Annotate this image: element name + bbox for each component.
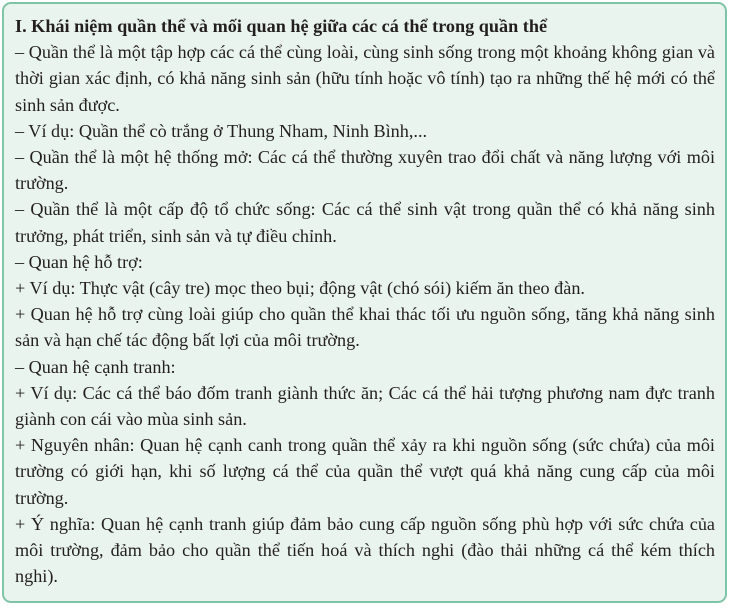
summary-box [2, 2, 727, 603]
paragraph-open-system: – Quần thể là một hệ thống mở: Các cá thể thường xuyên trao đổi chất và năng lượng với môi trường. [15, 147, 715, 194]
section-heading: I. Khái niệm quần thể và mối quan hệ giữa các cá thể trong quần thể [15, 16, 548, 36]
paragraph-competition-meaning: + Ý nghĩa: Quan hệ cạnh tranh giúp đảm bảo cung cấp nguồn sống phù hợp với sức chứa của môi trường, đảm bảo cho quần thể tiến hoá và thích nghi (đào thải những cá thể kém thích nghi). [15, 513, 715, 587]
paragraph-support-relation: – Quan hệ hỗ trợ: [15, 251, 143, 272]
paragraph-population-example: – Ví dụ: Quần thể cò trắng ở Thung Nham, Ninh Bình,... [15, 120, 428, 141]
paragraph-support-benefit: + Quan hệ hỗ trợ cùng loài giúp cho quần thể khai thác tối ưu nguồn sống, tăng khả năng sinh sản và hạn chế tác động bất lợi của môi trường. [15, 304, 715, 351]
paragraph-competition-cause: + Nguyên nhân: Quan hệ cạnh canh trong quần thể xảy ra khi nguồn sống (sức chứa) của môi trường có giới hạn, khi số lượng cá thể của quần thể vượt quá khả năng cung cấp của môi trường. [15, 435, 715, 508]
paragraph-competition-relation: – Quan hệ cạnh tranh: [15, 356, 176, 377]
paragraph-support-example: + Ví dụ: Thực vật (cây tre) mọc theo bụi; động vật (chó sói) kiếm ăn theo đàn. [15, 278, 585, 299]
paragraph-organization-level: – Quần thể là một cấp độ tổ chức sống: Các cá thể sinh vật trong quần thể có khả năng sinh trưởng, phát triển, sinh sản và tự điều chỉnh. [15, 199, 715, 246]
paragraph-population-definition: – Quần thể là một tập hợp các cá thể cùng loài, cùng sinh sống trong một khoảng không gian và thời gian xác định, có khả năng sinh sản (hữu tính hoặc vô tính) tạo ra những thế hệ mới có thể sinh sản được. [15, 42, 715, 115]
paragraph-competition-example: + Ví dụ: Các cá thể báo đốm tranh giành thức ăn; Các cá thể hải tượng phương nam đực tranh giành con cái vào mùa sinh sản. [15, 382, 715, 430]
